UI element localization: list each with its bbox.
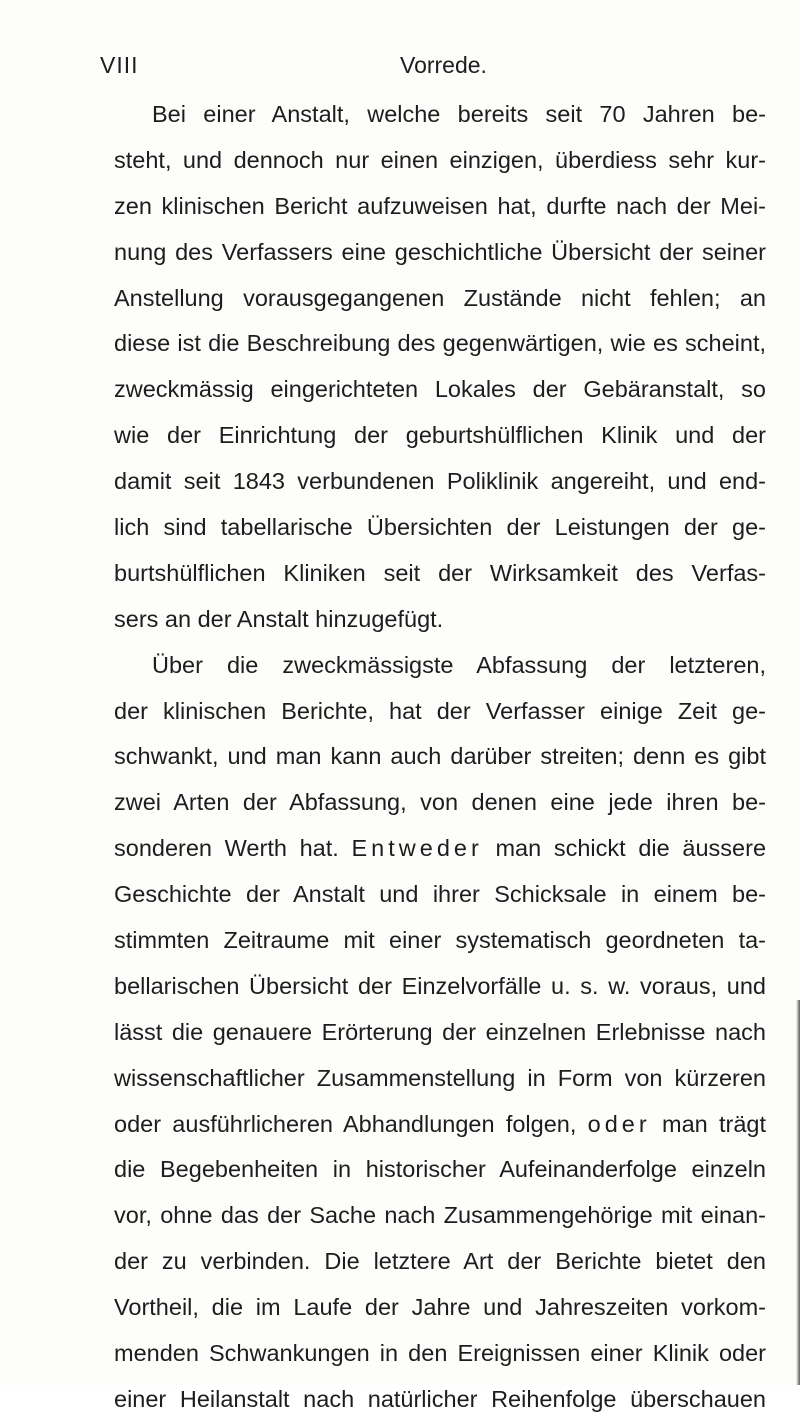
text-line: Über die zweckmässigste Abfassung der letzteren, <box>152 651 766 678</box>
emphasis-oder: oder <box>587 1110 651 1137</box>
text-line: lich sind tabellarische Übersichten der Leistungen der ge- <box>114 514 766 541</box>
text-line: Bei einer Anstalt, welche bereits seit 70 Jahren be- <box>152 101 766 127</box>
running-head-title: Vorrede. <box>400 52 487 78</box>
text-line: Anstellung vorausgegangenen Zustände nicht fehlen; an <box>114 284 766 311</box>
text-fragment: man schickt die äussere <box>495 835 767 862</box>
body-text <box>114 92 766 1423</box>
text-line-with-emphasis <box>114 826 766 872</box>
text-line: zwei Arten der Abfassung, von denen eine jede ihren be- <box>114 789 766 816</box>
text-line: wie der Einrichtung der geburtshülflichen Klinik und der <box>114 422 766 449</box>
page-number: VIII <box>100 52 139 78</box>
text-fragment: oder ausführlicheren Abhandlungen folgen, <box>114 1110 577 1137</box>
text-line: zweckmässig eingerichteten Lokales der Gebäranstalt, so <box>114 376 766 403</box>
text-line: wissenschaftlicher Zusammenstellung in Form von kürzeren <box>114 1064 766 1091</box>
text-line: damit seit 1843 verbundenen Poliklinik angereiht, und end- <box>114 468 766 495</box>
text-fragment: sonderen Werth hat. <box>114 835 339 862</box>
text-line: steht, und dennoch nur einen einzigen, überdiess sehr kur- <box>114 146 766 173</box>
page-edge-shadow <box>796 1000 800 1385</box>
text-line: der zu verbinden. Die letztere Art der Berichte bietet den <box>114 1248 766 1275</box>
text-line: Geschichte der Anstalt und ihrer Schicksale in einem be- <box>114 881 766 908</box>
text-line: bellarischen Übersicht der Einzelvorfälle u. s. w. voraus, und <box>114 972 766 999</box>
text-line: nung des Verfassers eine geschichtliche Übersicht der seiner <box>114 238 766 265</box>
text-line: diese ist die Beschreibung des gegenwärtigen, wie es scheint, <box>114 330 766 357</box>
text-line: vor, ohne das der Sache nach Zusammengehörige mit einan- <box>114 1202 766 1229</box>
text-fragment: man trägt <box>662 1110 767 1137</box>
text-line-with-emphasis <box>114 1102 766 1148</box>
emphasis-entweder: Entweder <box>351 835 483 862</box>
text-line: lässt die genauere Erörterung der einzelnen Erlebnisse nach <box>114 1018 766 1045</box>
running-head <box>100 52 780 86</box>
text-line: stimmten Zeitraume mit einer systematisch geordneten ta- <box>114 927 766 954</box>
text-line: einer Heilanstalt nach natürlicher Reihenfolge überschauen <box>114 1385 766 1412</box>
text-line: sers an der Anstalt hinzugefügt. <box>114 605 444 632</box>
text-line: Vortheil, die im Laufe der Jahre und Jahreszeiten vorkom- <box>114 1294 766 1321</box>
text-line: menden Schwankungen in den Ereignissen einer Klinik oder <box>114 1340 766 1367</box>
text-line: zen klinischen Bericht aufzuweisen hat, durfte nach der Mei- <box>114 192 766 219</box>
text-line: der klinischen Berichte, hat der Verfasser einige Zeit ge- <box>114 697 766 724</box>
text-line: schwankt, und man kann auch darüber streiten; denn es gibt <box>114 743 766 770</box>
text-line: die Begebenheiten in historischer Aufeinanderfolge einzeln <box>114 1156 766 1183</box>
text-line: burtshülflichen Kliniken seit der Wirksamkeit des Verfas- <box>114 559 766 586</box>
